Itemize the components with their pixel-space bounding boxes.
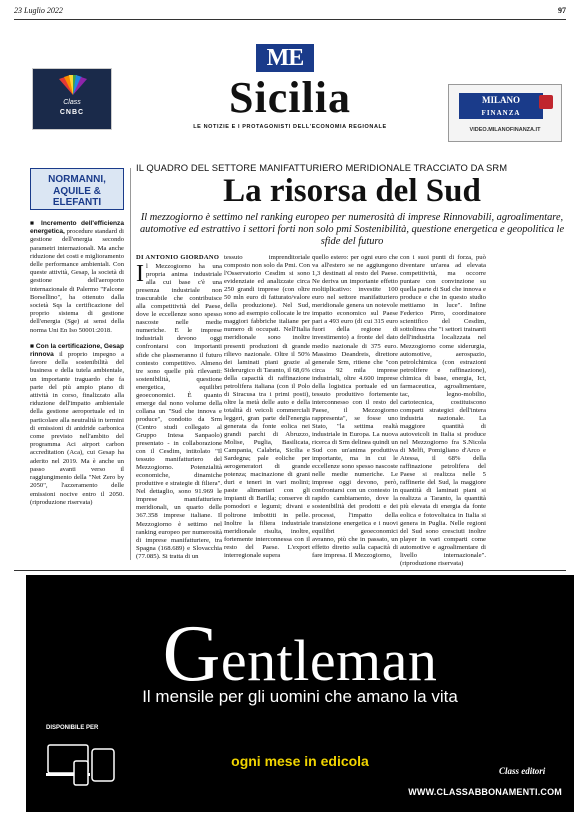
gentleman-ad[interactable] — [26, 575, 574, 812]
gentleman-logo: Gentleman — [162, 610, 438, 698]
masthead-title: Sicilia — [229, 73, 351, 122]
article-column-2: tessuto imprenditoriale composto non solo da Pmi. Con l'Osservatorio Cesdim si sono evidenziate ed analizzate circa 250 grandi imprese (con oltre 50 mln euro di fatturato/valore della produzione). Nel Sud, sono ad esempio collocate le tre maggiori fabbriche italiane per numero di occupati. Nell'Italia meridionale sono inoltre presenti produzioni di grande rilievo nazionale. Oltre il 50% dei laminati piani grazie al Siderurgico di Taranto, il 68,6% della capacità di raffinazione petrolifera italiana (con il Polo di Siracusa tra i primi posti), oltre la metà delle auto e della totalità di veicoli commerciali leggeri, gran parte dell'energia generata da fonte eolica nei grandi parchi di Abruzzo, Molise, Puglia, Basilicata, Campania, Calabria, Sicilia e Sardegna; pale eoliche per aerogeneratori di grande potenza; macinazione di grani duri e teneri in vari molini; paste alimentari con gli impianti di Barilla; conserve di pomodori e legumi; divani e poltrone imbottiti in pelle. Inoltre la filiera industriale meridionale risulta, inoltre, fortemente interconnessa con il resto del Paese. L'export interregionale supera — [224, 254, 310, 559]
sidebar-paragraph-2: ■ Con la certificazione, Gesap rinnova il proprio impegno a favore della sostenibilità del business e della tutela ambientale, un importante traguardo che fa parte del più ampio piano di attività in corso, finalizzato alla riduzione dell'impatto ambientale della gestione aeroportuale ed in particolare alla neutralità in termini di emissioni di anidride carbonica come previsto nell'ambito del programma Aci airport carbon accreditation (Aca), cui Gesap ha aderito nel 2019. Ma è anche un passo avanti verso il raggiungimento della "Net Zero by 2050", l'azzeramento delle emissioni nocive entro il 2050. (riproduzione riservata) — [30, 342, 124, 506]
in-edicola-cta: ogni mese in edicola — [231, 753, 369, 769]
sidebar-divider — [130, 168, 131, 560]
me-logo: ME — [256, 44, 314, 72]
gentleman-tagline: Il mensile per gli uomini che amano la vita — [142, 687, 458, 706]
drop-cap: I — [136, 261, 144, 287]
article-column-4: con i suoi punti di forza, può diventare un'area ad elevata competitività, ma occorre puntare con convinzione su quella parte di Sud che innova e produce e che in questo studio mettiamo in luce". Infine Federico Pirro, coordinatore scientifico del Cesdim, sottolinea che "i settori trainanti dell'industria localizzata nel Mezzogiorno come siderurgia, automotive, aerospazio, petrolchimica (con estrazioni petrolifere e raffinazione), chimica di base, energia, Ict, farmaceutica, agroalimentare, tac, legno-mobilio, cartotecnica, costituiscono comparti strategici dell'intera industria nazionale. La maggiore quantità di autoveicoli in Italia si produce nel Mezzogiorno fra S.Nicola di Melfi, Pomigliano d'Arco e Atessa, il 68% della raffinazione petrolifera del Paese si realizza nelle 5 raffinerie del Sud, la maggiore quantità di laminati piani si realizza a Taranto, la quantità più elevata di energia da fonte eolica e fotovoltaica in Italia si genera in Puglia. Nelle regioni del Sud sono cresciuti inoltre player in vari comparti come automotive e agroalimentare di livello internazionale". (riproduzione riservata) — [400, 254, 486, 567]
article-byline: DI ANTONIO GIORDANO — [136, 254, 220, 261]
milano-finanza-ad[interactable] — [448, 84, 562, 142]
sidebar-text — [30, 220, 124, 507]
masthead-tagline: LE NOTIZIE E I PROTAGONISTI DELL'ECONOMIA REGIONALE — [193, 124, 387, 130]
mf-brand-line1: MILANO — [482, 95, 520, 105]
class-abbonamenti-link[interactable]: WWW.CLASSABBONAMENTI.COM — [408, 787, 562, 797]
page-header — [14, 6, 566, 18]
class-editori-logo: Class editori — [499, 766, 546, 776]
mf-badge-icon — [539, 95, 553, 109]
article-headline: La risorsa del Sud — [223, 173, 481, 209]
bottom-divider — [14, 570, 566, 571]
milano-finanza-logo — [459, 93, 543, 119]
available-label: DISPONIBILE PER — [46, 725, 99, 731]
sidebar-box-title: NORMANNI, AQUILE & ELEFANTI — [30, 168, 124, 210]
sidebar-column — [30, 168, 124, 515]
page-number: 97 — [558, 6, 566, 15]
ad-left-line1: Class — [63, 99, 81, 106]
article-subhead: Il mezzogiorno è settimo nel ranking europeo per numerosità di imprese Rinnovabili, agroalimentare, automotive ed estrattivo i settori forti non solo pmi Sostenibilità, questione energetica e geopolitica le sfide del futuro — [139, 212, 565, 248]
article-column-3: quello estero: per ogni euro che va all'estero se ne aggiungono 1,3 destinati al resto del Paese. Ne deriva un importante effetto moltiplicativo: investite 100 euro nel settore manifatturiero meridionale genera un notevole impatto economico sul Paese pari a 493 euro (di cui 315 euro fuori della regione di investimento) a fronte del dato medio nazionale di 375 euro. Massimo Deandreis, direttore generale Srm, ritiene che "con circa 92 mila imprese industriali, oltre 4.600 imprese della logistica portuale ed un tessuto produttivo fortemente interconnesso con il resto del Paese, il Mezzogiorno rappresenta", se fosse uno Stato, "la settima realtà industriale in Europa. La nuova ricerca di Srm delinea quindi un Sud con un'anima produttiva importante, ma in cui le eccellenze sono spesso nascoste nelle medie numeriche. Le imprese oggi devono, però, confrontarsi con un contesto in rapido cambiamento, dove la sostenibilità dei prodotti e dei processi, l'impatto della transizione energetica e i nuovi equilibri geoeconomici avranno, più che in passato, un effetto diretto sulla capacità di fare impresa. Il Mezzogiorno, — [312, 254, 398, 559]
issue-date: 23 Luglio 2022 — [14, 6, 63, 15]
ad-left-line2: CNBC — [59, 109, 85, 116]
mf-url: VIDEO.MILANOFINANZA.IT — [469, 127, 541, 133]
article-kicker: IL QUADRO DEL SETTORE MANIFATTURIERO MERIDIONALE TRACCIATO DA SRM — [136, 162, 508, 173]
sidebar-paragraph-1: ■ Incremento dell'efficienza energetica, procedure standard di gestione dell'energia secondo parametri internazionali. Ma anche riduzione dei costi e miglioramento delle performance ambientali. Con queste attività, Gesap, la società di gestione dell'aeroporto internazionale di Palermo "Falcone Borsellino", ha ottenuto dalla società Sqs la certificazione del proprio sistema di gestione dell'energia (Sge) ai sensi della norma Uni En Iso 50001:2018. — [30, 220, 124, 334]
article-column-1: Il Mezzogiorno ha una propria anima industriale alla cui base c'è una presenza industriale non trascurabile che contribuisce alla competitività del Paese, dove le eccellenze sono spesso nascoste nelle medie numeriche. E le imprese industriali devono oggi confrontarsi con importanti sfide che plasmeranno il futuro contesto competitivo. Almeno tre sono quelle più rilevanti: sostenibilità, questione energetica, equilibri geoeconomici. È quanto emerge dal nono volume della collana un "Sud che innova e produce", condotto da Srm (Centro studi collegato al Gruppo Intesa Sanpaolo) presentato - in collaborazione con il Cesdim, intitolato "Il tessuto manifatturiero del Mezzogiorno. Potenzialità economiche, dinamiche produttive e strategie di filiera". Nel dettaglio, sono 91.969 le imprese manifatturiere meridionali, un quarto delle 367.358 imprese italiane. Il Mezzogiorno è settimo nel ranking europeo per numerosità di imprese manifatturiere, tra Spagna (168.689) e Slovacchia (77.085). Si tratta di un — [136, 261, 222, 560]
top-divider — [14, 19, 566, 20]
mf-brand-line2: FINANZA — [481, 109, 521, 117]
